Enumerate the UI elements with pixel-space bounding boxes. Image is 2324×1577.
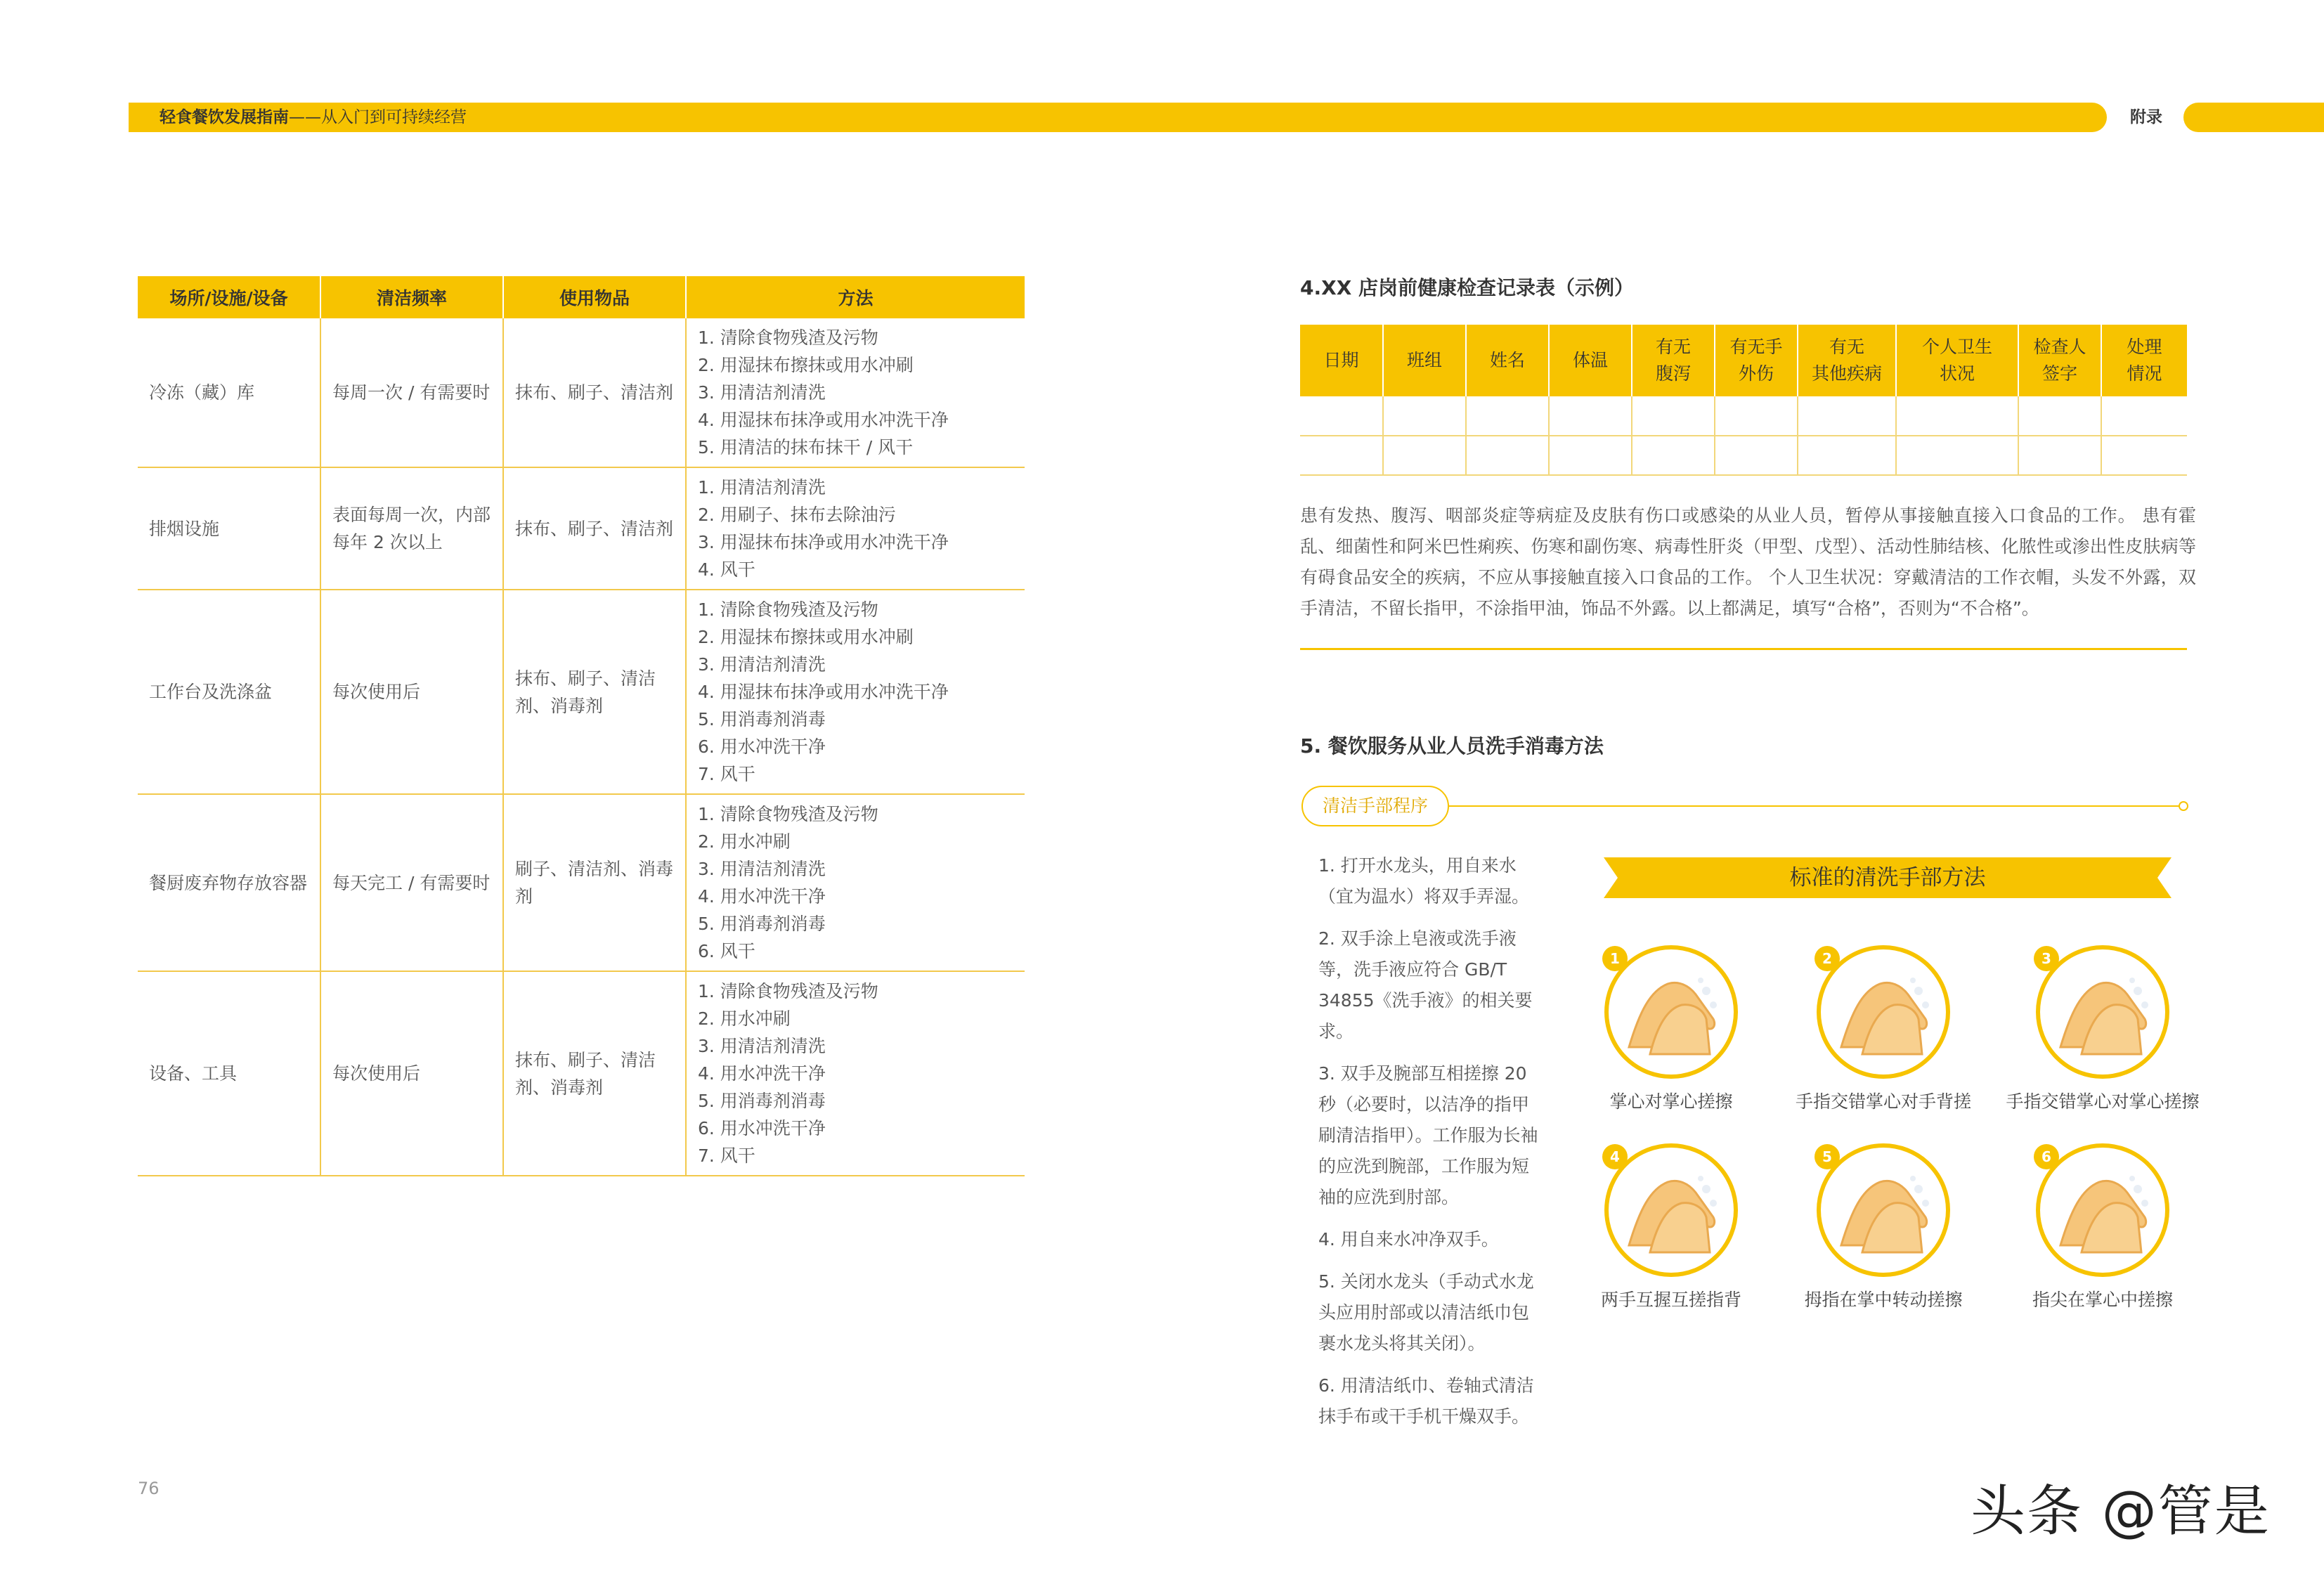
cell-frequency: 每周一次 / 有需要时 <box>320 318 503 467</box>
method-step: 1. 清除食物残渣及污物 <box>698 599 878 620</box>
table-row <box>138 971 1025 1176</box>
column-header-line: 有无 <box>1829 337 1864 357</box>
empty-cell[interactable] <box>1798 396 1896 436</box>
method-step: 5. 用清洁的抹布抹干 / 风干 <box>698 437 914 457</box>
empty-cell[interactable] <box>2018 436 2101 475</box>
health-note-text: 患有发热、腹泻、咽部炎症等病症及皮肤有伤口或感染的从业人员，暂停从事接触直接入口食品的工作。 患有霍乱、细菌性和阿米巴性痢疾、伤寒和副伤寒、病毒性肝炎（甲型、戊型）、活动性肺结核、化脓性或渗出性皮肤病等有碍食品安全的疾病，不应从事接触直接入口食品的工作。 个人卫生状况：穿戴清洁的工作衣帽，头发不外露，双手清洁，不留长指甲，不涂指甲油，饰品不外露。以上都满足，填写“合格”，否则为“不合格”。 <box>1300 505 2196 618</box>
cell-methods <box>686 467 1025 590</box>
column-header <box>1549 325 1632 396</box>
column-header-line: 其他疾病 <box>1811 363 1882 384</box>
cell-place: 餐厨废弃物存放容器 <box>138 794 320 971</box>
empty-cell[interactable] <box>1632 436 1715 475</box>
empty-cell[interactable] <box>1632 396 1715 436</box>
hand-wash-step-label: 两手互握互搓指背 <box>1600 1290 1741 1310</box>
method-step: 4. 用湿抹布抹净或用水冲洗干净 <box>698 682 949 702</box>
empty-cell[interactable] <box>1300 396 1383 436</box>
method-step: 5. 用消毒剂消毒 <box>698 914 826 934</box>
ribbon-title: 标准的清洗手部方法 <box>1789 865 1986 890</box>
column-header: 清洁频率 <box>320 276 503 318</box>
column-header-line: 状况 <box>1939 363 1975 384</box>
step-number-badge: 6 <box>2041 1148 2051 1165</box>
method-step: 3. 用清洁剂清洗 <box>698 382 826 403</box>
table-header-row <box>1300 325 2187 396</box>
list-item: 5. 关闭水龙头（手动式水龙头应用肘部或以清洁纸巾包裹水龙头将其关闭）。 <box>1318 1271 1534 1354</box>
column-header-line: 外伤 <box>1738 363 1774 384</box>
cell-methods <box>686 318 1025 467</box>
hand-wash-step-icon <box>2032 1140 2173 1280</box>
cell-methods <box>686 794 1025 971</box>
step-number-badge: 2 <box>1822 950 1832 967</box>
cell-methods <box>686 971 1025 1176</box>
empty-cell[interactable] <box>1300 436 1383 475</box>
method-step: 2. 用水冲刷 <box>698 1008 791 1029</box>
method-step: 3. 用清洁剂清洗 <box>698 654 826 675</box>
column-header-line: 检查人 <box>2033 337 2086 357</box>
list-item: 3. 双手及腕部互相搓擦 20 秒（必要时，以洁净的指甲刷清洁指甲）。工作服为长袖的应洗到腕部，工作服为短袖的应洗到肘部。 <box>1318 1063 1538 1207</box>
method-step: 7. 风干 <box>698 1146 755 1166</box>
handwash-section-title: 5. 餐饮服务从业人员洗手消毒方法 <box>1300 734 1604 758</box>
column-header <box>1466 325 1549 396</box>
column-header <box>1300 325 1383 396</box>
method-step: 2. 用刷子、抹布去除油污 <box>698 505 896 525</box>
column-header-line: 有无手 <box>1729 337 1783 357</box>
column-header <box>2018 325 2101 396</box>
hand-wash-step-icon <box>1813 942 1954 1082</box>
page-number: 76 <box>138 1479 160 1498</box>
step-number-badge: 1 <box>1610 950 1620 967</box>
hand-wash-step-icon <box>2032 942 2173 1082</box>
column-header-line: 有无 <box>1655 337 1691 357</box>
health-section-title: 4.XX 店岗前健康检查记录表（示例） <box>1300 276 1635 299</box>
watermark: 头条 @管是 <box>1971 1480 2271 1543</box>
list-item: 2. 双手涂上皂液或洗手液等，洗手液应符合 GB/T 34855《洗手液》的相关要求。 <box>1318 928 1533 1041</box>
cell-items: 抹布、刷子、清洁剂 <box>503 318 686 467</box>
column-header-line: 处理 <box>2127 337 2162 357</box>
method-step: 6. 用水冲洗干净 <box>698 736 826 757</box>
column-header-line: 腹泻 <box>1655 363 1691 384</box>
cell-frequency: 每次使用后 <box>320 971 503 1176</box>
empty-cell[interactable] <box>1798 436 1896 475</box>
column-header: 使用物品 <box>503 276 686 318</box>
method-step: 4. 用水冲洗干净 <box>698 1063 826 1084</box>
method-step: 2. 用水冲刷 <box>698 831 791 852</box>
column-header-line: 签字 <box>2041 363 2077 384</box>
empty-cell[interactable] <box>1715 396 1798 436</box>
cell-frequency: 表面每周一次，内部每年 2 次以上 <box>320 467 503 590</box>
method-step: 4. 用水冲洗干净 <box>698 886 826 907</box>
method-step: 3. 用湿抹布抹净或用水冲洗干净 <box>698 532 949 552</box>
column-header <box>1383 325 1466 396</box>
column-header <box>1715 325 1798 396</box>
section-appendix-label: 附录 <box>2130 108 2162 126</box>
column-header-line: 情况 <box>2127 363 2162 384</box>
method-step: 1. 清除食物残渣及污物 <box>698 804 878 824</box>
empty-cell[interactable] <box>1466 436 1549 475</box>
method-step: 6. 用水冲洗干净 <box>698 1118 826 1138</box>
table-row <box>138 590 1025 794</box>
cell-items: 刷子、清洁剂、消毒剂 <box>503 794 686 971</box>
hand-wash-step-label: 手指交错掌心对手背搓 <box>1795 1091 1971 1112</box>
empty-cell[interactable] <box>1466 396 1549 436</box>
method-step: 5. 用消毒剂消毒 <box>698 1091 826 1111</box>
column-header <box>1896 325 2018 396</box>
table-row <box>138 318 1025 467</box>
method-step: 4. 用湿抹布抹净或用水冲洗干净 <box>698 410 949 430</box>
hand-wash-step-label: 指尖在掌心中搓擦 <box>2032 1290 2173 1310</box>
list-item: 1. 打开水龙头，用自来水（宜为温水）将双手弄湿。 <box>1318 855 1530 907</box>
column-header: 方法 <box>686 276 1025 318</box>
hand-wash-step-label: 掌心对掌心搓擦 <box>1609 1091 1733 1112</box>
divider <box>1300 648 2187 650</box>
empty-cell[interactable] <box>2101 396 2187 436</box>
empty-cell[interactable] <box>2101 436 2187 475</box>
empty-cell[interactable] <box>1549 396 1632 436</box>
hand-wash-step-icon <box>1601 1140 1741 1280</box>
method-step: 3. 用清洁剂清洗 <box>698 1036 826 1056</box>
table-row <box>138 794 1025 971</box>
column-header <box>1798 325 1896 396</box>
table-row <box>138 467 1025 590</box>
cell-frequency: 每次使用后 <box>320 590 503 794</box>
column-header <box>2101 325 2187 396</box>
method-step: 2. 用湿抹布擦抹或用水冲刷 <box>698 355 914 375</box>
method-step: 6. 风干 <box>698 941 755 961</box>
column-header-line: 个人卫生 <box>1921 337 1992 357</box>
table-header-row <box>138 276 1025 318</box>
program-tag: 清洁手部程序 <box>1301 786 1449 826</box>
hand-wash-step-icon <box>1813 1140 1954 1280</box>
cell-methods <box>686 590 1025 794</box>
empty-cell[interactable] <box>1896 436 2018 475</box>
method-step: 1. 清除食物残渣及污物 <box>698 327 878 348</box>
column-header-line: 姓名 <box>1489 350 1525 370</box>
empty-cell[interactable] <box>1715 436 1798 475</box>
hand-wash-step-icon <box>1601 942 1741 1082</box>
list-item: 4. 用自来水冲净双手。 <box>1318 1229 1499 1250</box>
empty-cell[interactable] <box>1383 436 1466 475</box>
step-number-badge: 4 <box>1610 1148 1620 1165</box>
table-row <box>1300 436 2187 475</box>
cell-place: 排烟设施 <box>138 467 320 590</box>
hand-wash-step-label: 手指交错掌心对掌心搓擦 <box>2006 1091 2200 1112</box>
empty-cell[interactable] <box>2018 396 2101 436</box>
method-step: 7. 风干 <box>698 764 755 784</box>
line-end-dot <box>2179 801 2188 811</box>
cleaning-schedule-table <box>138 276 1025 1176</box>
table-row <box>1300 396 2187 436</box>
step-number-badge: 5 <box>1822 1148 1832 1165</box>
method-step: 1. 用清洁剂清洗 <box>698 477 826 498</box>
method-step: 2. 用湿抹布擦抹或用水冲刷 <box>698 627 914 647</box>
cell-place: 冷冻（藏）库 <box>138 318 320 467</box>
handwash-steps <box>1300 850 1546 1443</box>
cell-frequency: 每天完工 / 有需要时 <box>320 794 503 971</box>
column-header: 场所/设施/设备 <box>138 276 320 318</box>
running-title: 轻食餐饮发展指南——从入门到可持续经营 <box>160 108 467 126</box>
column-header-line: 体温 <box>1572 350 1608 370</box>
cell-items: 抹布、刷子、清洁剂、消毒剂 <box>503 590 686 794</box>
header-bar-right <box>2183 103 2324 132</box>
method-step: 4. 风干 <box>698 559 755 580</box>
column-header <box>1632 325 1715 396</box>
method-step: 5. 用消毒剂消毒 <box>698 709 826 729</box>
divider-line <box>1449 805 2184 807</box>
empty-cell[interactable] <box>1549 436 1632 475</box>
cell-place: 工作台及洗涤盆 <box>138 590 320 794</box>
hand-wash-step-label: 拇指在掌中转动搓擦 <box>1804 1290 1963 1310</box>
cell-items: 抹布、刷子、清洁剂、消毒剂 <box>503 971 686 1176</box>
cell-items: 抹布、刷子、清洁剂 <box>503 467 686 590</box>
method-step: 3. 用清洁剂清洗 <box>698 859 826 879</box>
empty-cell[interactable] <box>1383 396 1466 436</box>
empty-cell[interactable] <box>1896 396 2018 436</box>
method-step: 1. 清除食物残渣及污物 <box>698 981 878 1001</box>
health-check-table <box>1300 325 2187 476</box>
step-number-badge: 3 <box>2041 950 2051 967</box>
column-header-line: 日期 <box>1323 350 1359 370</box>
cell-place: 设备、工具 <box>138 971 320 1176</box>
column-header-line: 班组 <box>1406 350 1442 370</box>
list-item: 6. 用清洁纸巾、卷轴式清洁抹手布或干手机干燥双手。 <box>1318 1375 1534 1427</box>
